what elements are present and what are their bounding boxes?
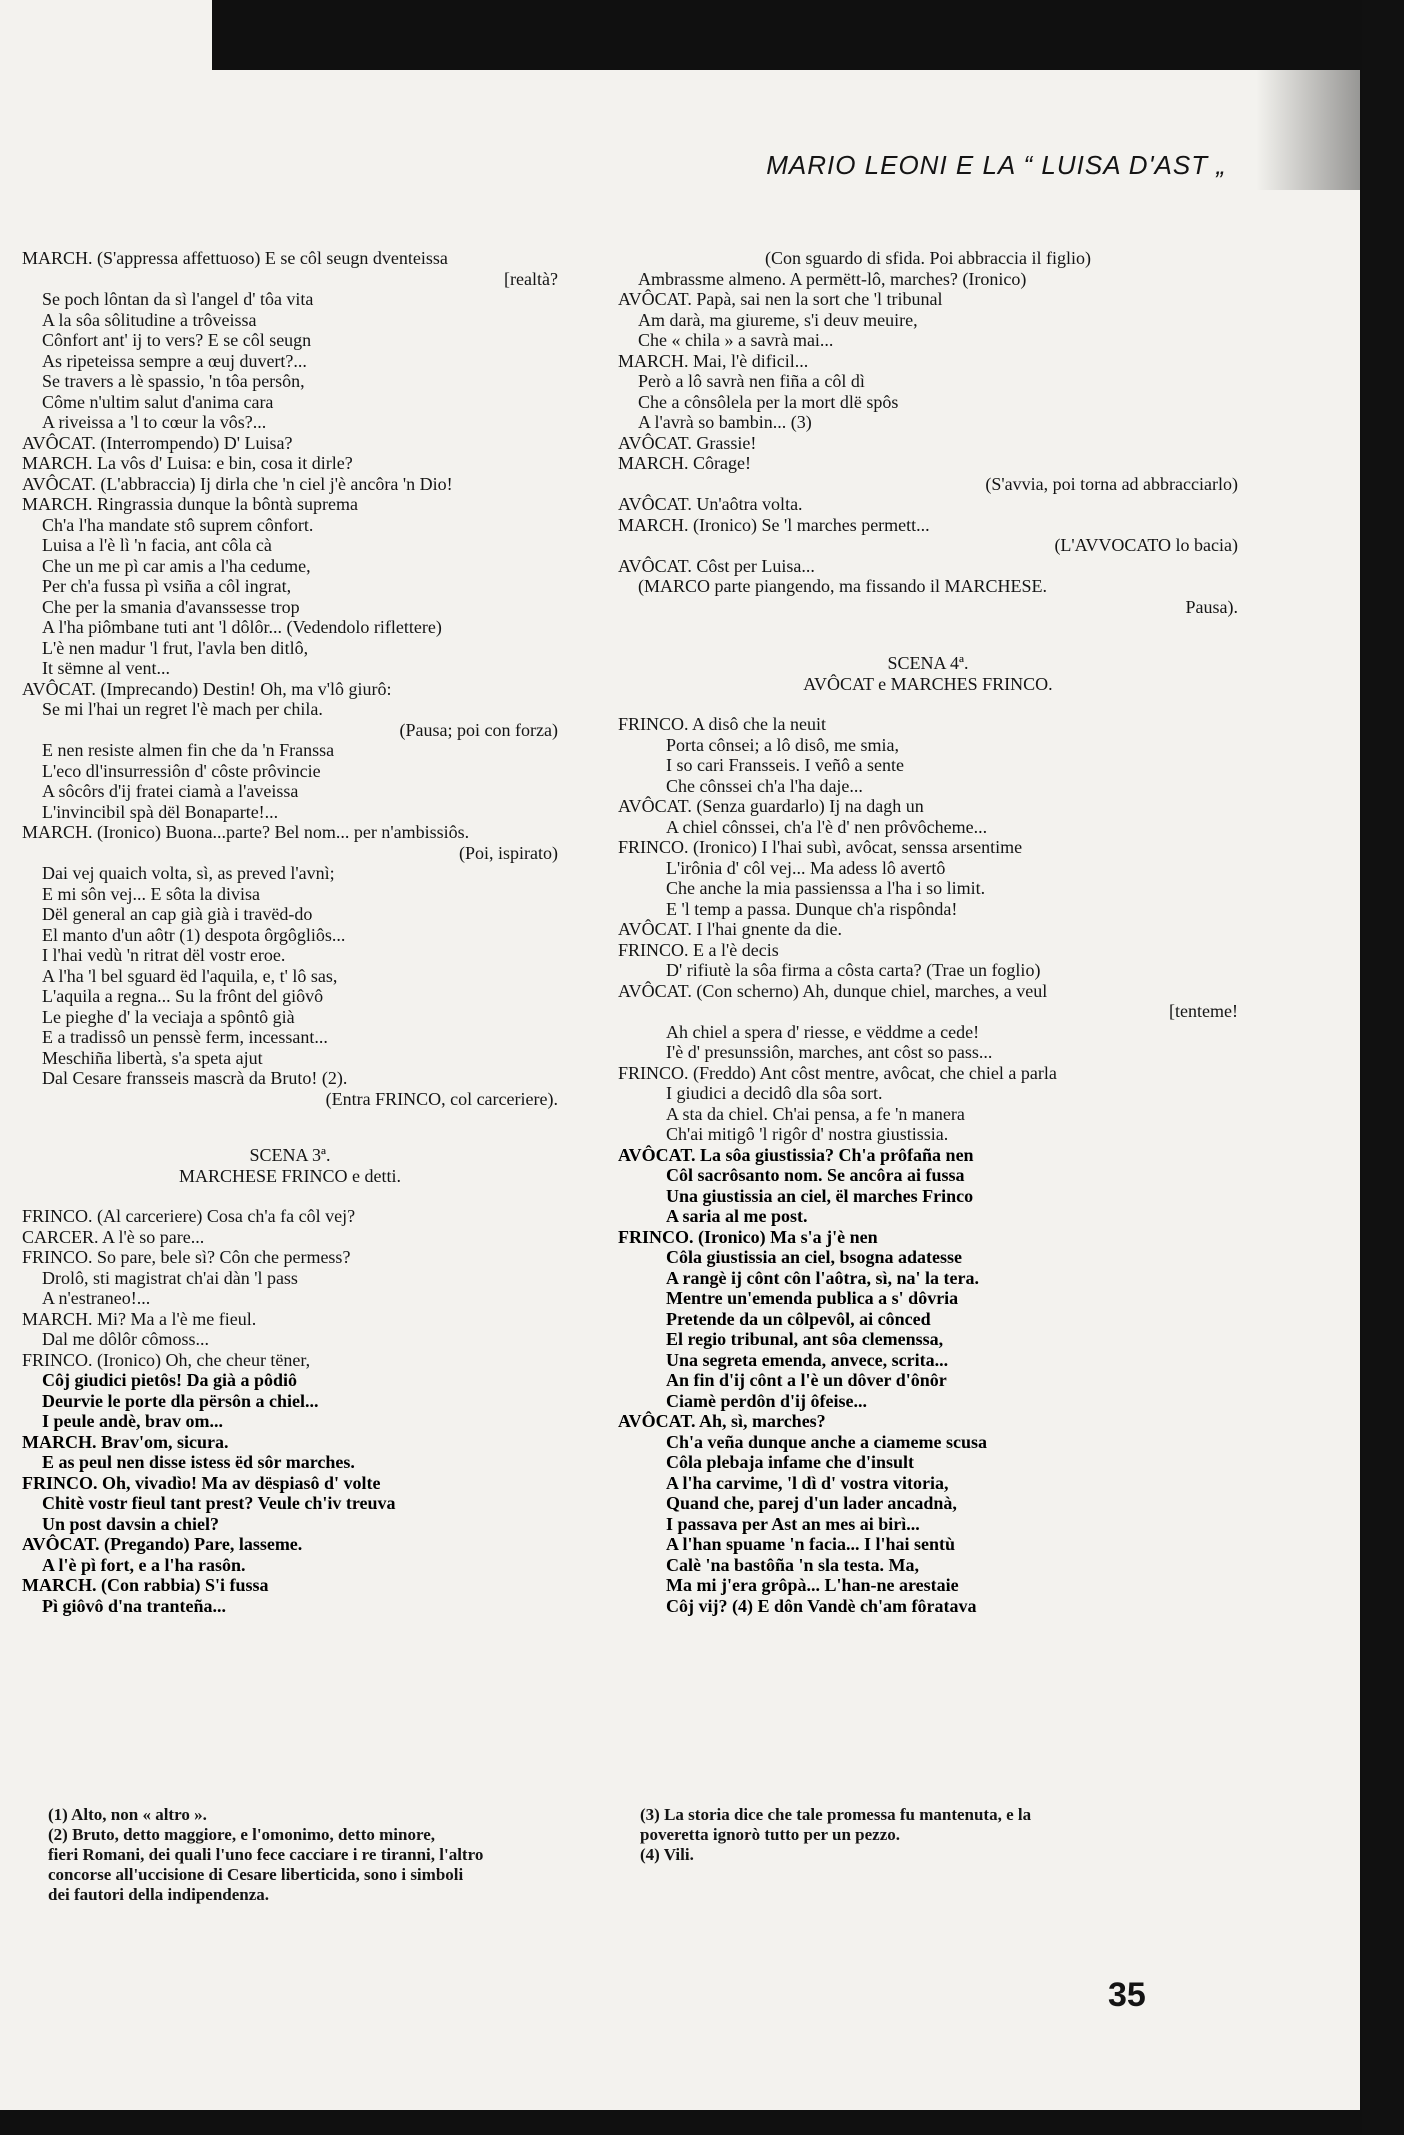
text-line: A riveissa a 'l to cœur la vôs?...: [42, 412, 267, 432]
text-line: AVÔCAT. (Senza guardarlo) Ij na dagh un: [618, 796, 924, 816]
text-line: Ma mi j'era grôpà... L'han-ne arestaie: [666, 1575, 959, 1595]
page-number: 35: [1108, 1976, 1146, 2014]
scan-shadow: [1256, 70, 1360, 190]
text-line: L'invincibil spà dël Bonaparte!...: [42, 801, 279, 822]
text-line: AVÔCAT e MARCHES FRINCO.: [803, 673, 1053, 694]
text-line: MARCHESE FRINCO e detti.: [178, 1165, 401, 1186]
text-line: MARCH. La vôs d' Luisa: e bin, cosa it dirle?: [22, 453, 353, 473]
text-line: E mi sôn vej... E sôta la divisa: [42, 883, 260, 904]
text-line: FRINCO. (Ironico) Ma s'a j'è nen: [618, 1226, 878, 1247]
footnote-line: (2) Bruto, detto maggiore, e l'omonimo, detto minore,: [48, 1825, 435, 1844]
text-line: AVÔCAT. (Con scherno) Ah, dunque chiel, marches, a veul: [618, 980, 1048, 1001]
footnote-line: dei fautori della indipendenza.: [48, 1885, 270, 1904]
text-line: Una segreta emenda, anvece, scrita...: [666, 1349, 949, 1370]
text-line: SCENA 4ª.: [887, 653, 969, 673]
text-line: Côla giustissia an ciel, bsogna adatesse: [666, 1247, 963, 1267]
text-line: Dal me dôlôr cômoss...: [42, 1329, 209, 1349]
text-line: El manto d'un aôtr (1) despota ôrgôgliôs...: [42, 924, 346, 945]
text-line: Dai vej quaich volta, sì, as preved l'avnì;: [42, 863, 335, 883]
text-line: FRINCO. (Al carceriere) Cosa ch'a fa côl vej?: [22, 1206, 356, 1226]
text-line: L'eco dl'insurressiôn d' côste prôvincie: [42, 760, 321, 781]
text-line: Ah chiel a spera d' riesse, e vëddme a cede!: [666, 1021, 980, 1042]
text-line: Che cônssei ch'a l'ha daje...: [666, 775, 863, 796]
text-line: Quand che, parej d'un lader ancadnà,: [666, 1493, 957, 1513]
text-line: I l'hai vedù 'n ritrat dël vostr eroe.: [42, 945, 286, 965]
text-line: A l'avrà so bambin... (3): [638, 412, 812, 432]
text-line: Pretende da un côlpevôl, ai cônced: [666, 1308, 931, 1329]
page-top-tab: [0, 0, 212, 72]
text-line: [618, 694, 1238, 714]
text-line: AVÔCAT. (Interrompendo) D' Luisa?: [22, 432, 293, 453]
footnotes-left: [48, 1805, 573, 1905]
text-line: Che « chila » a savrà mai...: [638, 330, 834, 350]
text-line: I so cari Fransseis. I veñô a sente: [666, 755, 904, 775]
text-line: Pausa).: [1185, 596, 1238, 617]
text-line: A saria al me post.: [666, 1206, 808, 1226]
text-line: I'è d' presunssiôn, marches, ant côst so pass...: [666, 1042, 993, 1062]
text-line: A sta da chiel. Ch'ai pensa, a fe 'n manera: [666, 1103, 965, 1124]
text-line: A la sôa sôlitudine a trôveissa: [42, 309, 257, 330]
text-line: Le pieghe d' la veciaja a spôntô già: [42, 1006, 295, 1027]
text-line: AVÔCAT. Grassie!: [618, 432, 757, 453]
text-line: MARCH. Mai, l'è dificil...: [618, 350, 809, 371]
scan-border: [1362, 0, 1404, 2135]
text-line: Côl sacrôsanto nom. Se ancôra ai fussa: [666, 1165, 965, 1185]
text-line: Dël general an cap già già i travëd-do: [42, 904, 313, 924]
text-line: AVÔCAT. Ah, sì, marches?: [618, 1411, 826, 1431]
text-line: AVÔCAT. I l'hai gnente da die.: [618, 919, 843, 939]
text-line: Côj vij? (4) E dôn Vandè ch'am fôratava: [666, 1595, 977, 1616]
text-line: MARCH. (Con rabbia) S'i fussa: [22, 1575, 269, 1595]
text-line: Un post davsin a chiel?: [42, 1513, 220, 1534]
text-line: A chiel cônssei, ch'a l'è d' nen prôvôcheme...: [666, 816, 988, 837]
text-line: Pì giôvô d'na tranteña...: [42, 1595, 227, 1616]
text-line: L'irônia d' côl vej... Ma adess lô avertô: [666, 857, 946, 878]
footnote-line: poveretta ignorò tutto per un pezzo.: [640, 1825, 901, 1844]
text-line: Calè 'na bastôña 'n sla testa. Ma,: [666, 1554, 920, 1575]
text-line: Che anche la mia passienssa a l'ha i so limit.: [666, 878, 986, 898]
text-line: E a tradissô un penssè ferm, incessant...: [42, 1027, 328, 1047]
text-line: E as peul nen disse istess ëd sôr marches.: [42, 1452, 355, 1472]
text-line: Che a cônsôlela per la mort dlë spôs: [638, 391, 899, 412]
text-line: Che un me pì car amis a l'ha cedume,: [42, 555, 311, 576]
running-header: MARIO LEONI E LA “ LUISA D'AST „: [766, 150, 1226, 180]
footnotes-right: [640, 1805, 1260, 1865]
text-line: Porta cônsei; a lô disô, me smia,: [666, 734, 899, 755]
text-line: Una giustissia an ciel, ël marches Frinco: [666, 1185, 974, 1206]
text-line: AVÔCAT. Côst per Luisa...: [618, 555, 815, 576]
text-line: Dal Cesare fransseis mascrà da Bruto! (2).: [42, 1068, 348, 1088]
text-line: FRINCO. (Freddo) Ant côst mentre, avôcat, che chiel a parla: [618, 1062, 1057, 1083]
text-line: Per ch'a fussa pì vsiña a côl ingrat,: [42, 576, 292, 596]
text-line: MARCH. (S'appressa affettuoso) E se côl seugn dventeissa: [22, 248, 448, 268]
text-line: A l'ha 'l bel sguard ëd l'aquila, e, t' lô sas,: [42, 965, 338, 986]
text-line: A l'ha piômbane tuti ant 'l dôlôr... (Vedendolo riflettere): [42, 617, 442, 637]
text-line: FRINCO. Oh, vivadìo! Ma av dëspiasô d' volte: [22, 1472, 381, 1493]
text-line: Ch'a veña dunque anche a ciameme scusa: [666, 1431, 988, 1452]
text-line: A l'ha carvime, 'l dì d' vostra vitoria,: [666, 1472, 949, 1493]
text-line: Se poch lôntan da sì l'angel d' tôa vita: [42, 289, 314, 309]
text-line: I peule andè, brav om...: [42, 1411, 224, 1431]
text-line: Se mi l'hai un regret l'è mach per chila.: [42, 699, 323, 719]
text-line: E nen resiste almen fin che da 'n Franssa: [42, 740, 335, 760]
text-line: Se travers a lè spassio, 'n tôa persôn,: [42, 371, 305, 391]
text-line: (Entra FRINCO, col carceriere).: [325, 1088, 558, 1109]
text-line: MARCH. (Ironico) Se 'l marches permett...: [618, 514, 930, 535]
text-line: Però a lô savrà nen fiña a côl dì: [638, 371, 865, 391]
text-line: [tenteme!: [1169, 1001, 1238, 1021]
text-line: MARCH. Brav'om, sicura.: [22, 1431, 229, 1452]
text-line: I passava per Ast an mes ai birì...: [666, 1513, 920, 1534]
text-line: A rangè ij cônt côn l'aôtra, sì, na' la tera.: [666, 1267, 979, 1288]
text-line: FRINCO. (Ironico) Oh, che cheur tëner,: [22, 1349, 311, 1370]
footnote-line: (4) Vili.: [640, 1845, 694, 1864]
text-line: [618, 617, 1238, 653]
text-line: A l'è pì fort, e a l'ha rasôn.: [42, 1554, 246, 1575]
text-line: Che per la smania d'avanssesse trop: [42, 596, 300, 617]
footnote-line: (1) Alto, non « altro ».: [48, 1805, 207, 1824]
text-line: AVÔCAT. La sôa giustissia? Ch'a prôfaña nen: [618, 1144, 974, 1165]
text-line: Am darà, ma giureme, s'i deuv meuire,: [638, 309, 918, 330]
text-line: FRINCO. So pare, bele sì? Côn che permess?: [22, 1247, 351, 1267]
text-line: (L'AVVOCATO lo bacia): [1054, 535, 1238, 555]
text-line: (MARCO parte piangendo, ma fissando il MARCHESE.: [638, 576, 1047, 596]
text-line: AVÔCAT. (Pregando) Pare, lasseme.: [22, 1534, 303, 1554]
text-line: FRINCO. (Ironico) I l'hai subì, avôcat, senssa arsentime: [618, 837, 1023, 857]
text-line: SCENA 3ª.: [249, 1145, 331, 1165]
right-column: [618, 248, 1238, 1616]
text-line: Luisa a l'è lì 'n facia, ant côla cà: [42, 535, 272, 555]
text-line: Chitè vostr fieul tant prest? Veule ch'iv treuva: [42, 1493, 396, 1513]
text-line: Ch'a l'ha mandate stô suprem cônfort.: [42, 514, 314, 535]
text-line: MARCH. (Ironico) Buona...parte? Bel nom... per n'ambissiôs.: [22, 822, 470, 842]
text-line: Côme n'ultim salut d'anima cara: [42, 391, 274, 412]
footnote-line: (3) La storia dice che tale promessa fu mantenuta, e la: [640, 1805, 1032, 1824]
text-line: A l'han spuame 'n facia... I l'hai sentù: [666, 1534, 956, 1554]
text-line: AVÔCAT. Papà, sai nen la sort che 'l tribunal: [618, 289, 943, 309]
text-line: MARCH. Mi? Ma a l'è me fieul.: [22, 1308, 257, 1329]
text-line: Mentre un'emenda publica a s' dôvria: [666, 1288, 959, 1308]
text-line: [22, 1109, 558, 1145]
text-line: AVÔCAT. Un'aôtra volta.: [618, 494, 803, 514]
text-line: El regio tribunal, ant sôa clemenssa,: [666, 1329, 944, 1349]
text-line: (Con sguardo di sfida. Poi abbraccia il figlio): [765, 248, 1091, 268]
footnote-line: concorse all'uccisione di Cesare liberticida, sono i simboli: [48, 1865, 464, 1884]
text-line: Côla plebaja infame che d'insult: [666, 1452, 915, 1472]
text-line: Meschiña libertà, s'a speta ajut: [42, 1047, 263, 1068]
text-line: CARCER. A l'è so pare...: [22, 1226, 205, 1247]
text-line: E 'l temp a passa. Dunque ch'a rispônda!: [666, 898, 958, 919]
text-line: D' rifiutè la sôa firma a côsta carta? (Trae un foglio): [666, 960, 1041, 980]
text-line: A n'estraneo!...: [42, 1288, 151, 1308]
text-line: Ambrassme almeno. A permëtt-lô, marches? (Ironico): [638, 268, 1027, 289]
text-line: (S'avvia, poi torna ad abbracciarlo): [985, 473, 1238, 494]
text-line: MARCH. Ringrassia dunque la bôntà suprema: [22, 494, 358, 514]
text-line: L'è nen madur 'l frut, l'avla ben ditlô,: [42, 637, 309, 658]
text-line: MARCH. Côrage!: [618, 453, 751, 473]
text-line: [realtà?: [504, 268, 558, 289]
text-line: [22, 1186, 558, 1206]
text-line: Cônfort ant' ij to vers? E se côl seugn: [42, 330, 312, 350]
text-line: AVÔCAT. (L'abbraccia) Ij dirla che 'n ciel j'è ancôra 'n Dio!: [22, 473, 453, 494]
text-line: Ch'ai mitigô 'l rigôr d' nostra giustissia.: [666, 1124, 949, 1144]
text-line: I giudici a decidô dla sôa sort.: [666, 1083, 883, 1103]
text-line: (Pausa; poi con forza): [399, 719, 558, 740]
footnote-line: fieri Romani, dei quali l'uno fece cacciare i re tiranni, l'altro: [48, 1845, 484, 1864]
text-line: It sëmne al vent...: [42, 658, 170, 678]
text-line: FRINCO. E a l'è decis: [618, 939, 779, 960]
text-line: An fin d'ij cônt a l'è un dôver d'ônôr: [666, 1370, 947, 1390]
text-line: (Poi, ispirato): [459, 842, 558, 863]
text-line: FRINCO. A disô che la neuit: [618, 714, 826, 734]
text-line: Deurvie le porte dla përsôn a chiel...: [42, 1390, 319, 1411]
text-line: Ciamè perdôn d'ij ôfeise...: [666, 1390, 867, 1411]
text-line: Côj giudici pietôs! Da già a pôdiô: [42, 1370, 298, 1390]
text-line: AVÔCAT. (Imprecando) Destin! Oh, ma v'lô giurô:: [22, 678, 392, 699]
text-line: A sôcôrs d'ij fratei ciamà a l'aveissa: [42, 781, 299, 801]
text-line: L'aquila a regna... Su la frônt del giôvô: [42, 986, 324, 1006]
left-column: [22, 248, 558, 1616]
text-line: As ripeteissa sempre a œuj duvert?...: [42, 350, 307, 371]
text-line: Drolô, sti magistrat ch'ai dàn 'l pass: [42, 1267, 298, 1288]
